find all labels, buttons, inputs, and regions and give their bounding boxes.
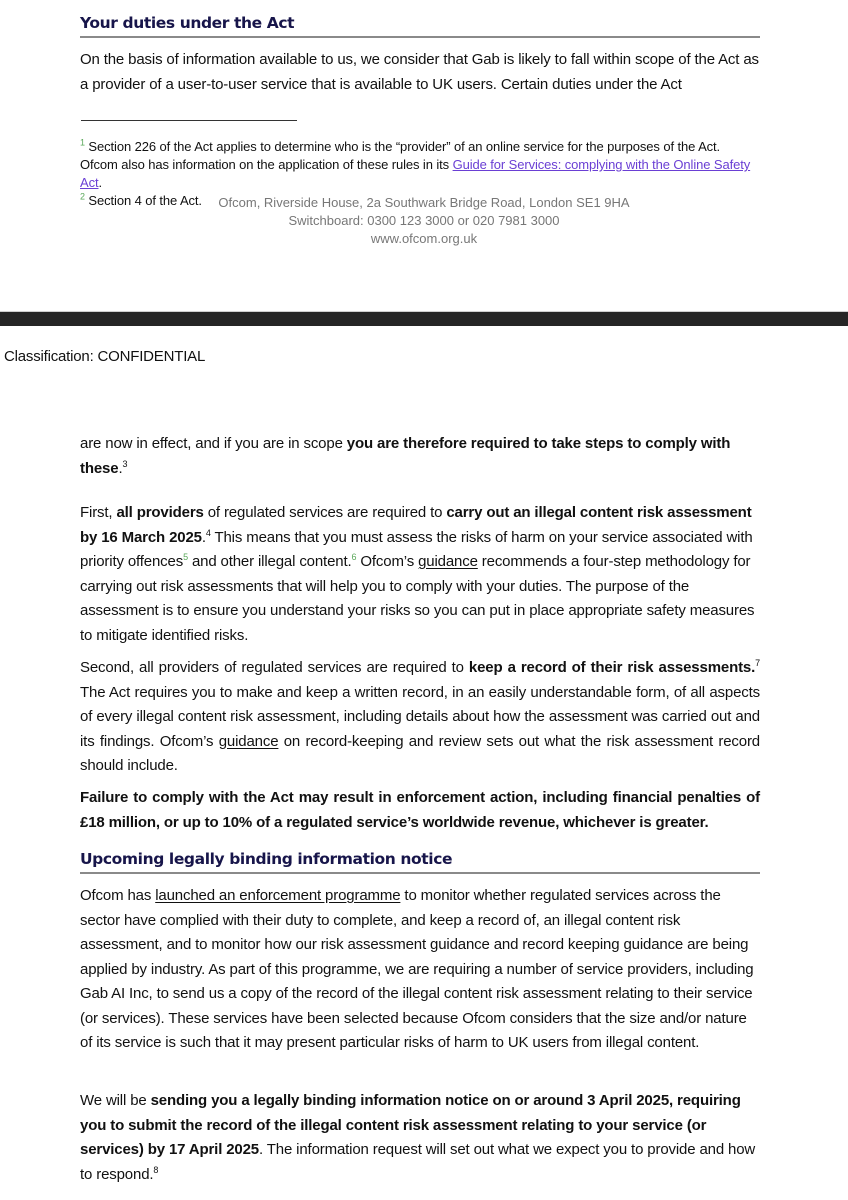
footnote-ref-8: 8 [153,1164,159,1175]
text: . The information request will set out what we expect you to provide and how to respond. [80,1141,756,1183]
section-heading-information-notice: Upcoming legally binding information notice [80,850,760,874]
section-heading-duties: Your duties under the Act [80,14,760,38]
footnote-separator [81,120,297,121]
text: Ofcom has [80,887,156,904]
bold-text: keep a record of their risk assessments. [468,659,756,676]
enforcement-programme-paragraph [80,884,760,1056]
bold-text: you are therefore required to take steps to comply with these [80,435,731,477]
footnote-ref-3: 3 [122,458,128,469]
footer-switchboard: Switchboard: 0300 123 3000 or 020 7981 3000 [288,213,560,228]
text: Second, all providers of regulated services are required to [80,659,469,676]
footnote-ref-6: 6 [351,552,357,562]
classification-label: Classification: CONFIDENTIAL [4,348,206,365]
text: First, [80,504,117,521]
continuation-paragraph [80,432,760,481]
footnote-1-text: Section 226 of the Act applies to determine who is the “provider” of an online service for the purposes of the Act. Ofcom also has information on the application of these rules in its [80,139,721,172]
text: We will be [80,1092,151,1109]
text: This means that you must assess the risks of harm on your service associated with priority offences [80,528,753,570]
footnote-ref-5: 5 [183,552,188,562]
first-duty-paragraph [80,501,760,648]
footnote-marker-2: 2 [80,191,85,202]
text: recommends a four-step methodology for carrying out risk assessments that will help you to comply with your duties. The purpose of the assessment is to ensure you understand your risks so you can put in place appropriate safety measures to mitigate identified risks. [80,553,755,644]
guide-for-services-link[interactable]: Guide for Services: complying with the Online Safety Act [80,157,751,190]
text: of regulated services are required to [203,504,447,521]
footnote-2-text: Section 4 of the Act. [84,193,202,208]
text: Ofcom’s [356,553,419,570]
text: are now in effect, and if you are in scope [80,435,347,452]
text: and other illegal content. [187,553,352,570]
enforcement-programme-link[interactable]: launched an enforcement programme [155,887,401,904]
text: to monitor whether regulated services across the sector have complied with their duty to complete, and keep a record of, an illegal content risk assessment, and to monitor how our risk assessment guidance and record keeping guidance are being applied by industry. As part of this programme, we are requiring a number of service providers, including Gab AI Inc, to send us a copy of the record of the illegal content risk assessment relating to their service (or services). These services have been selected because Ofcom considers that the size and/or nature of its service is such that it may present particular risks of harm to UK users from illegal content. [80,887,754,1051]
page-divider [0,311,848,326]
guidance-link[interactable]: guidance [418,553,478,570]
text: . [118,459,123,477]
footer-address: Ofcom, Riverside House, 2a Southwark Bridge Road, London SE1 9HA [218,195,630,210]
penalty-warning: Failure to comply with the Act may result in enforcement action, including financial penalties of £18 million, or up to 10% of a regulated service’s worldwide revenue, whichever is greater. [80,789,760,831]
footnote-marker-1: 1 [80,137,85,148]
page-1 [0,0,848,311]
record-keeping-guidance-link[interactable]: guidance [218,732,279,750]
information-notice-paragraph [80,1089,760,1187]
page-footer [0,191,848,248]
bold-text: all providers [116,504,204,521]
text: The Act requires you to make and keep a written record, in an easily understandable form, of all aspects of every illegal content risk assessment, including details about how the assessment was carried out and its findings. Ofcom’s [80,683,760,750]
footnote-ref-4: 4 [205,527,211,538]
footnote-1-end: . [98,175,102,190]
second-duty-paragraph [80,656,760,779]
bold-text: carry out an illegal content risk assessment by 16 March 2025 [80,504,752,546]
intro-paragraph: On the basis of information available to us, we consider that Gab is likely to fall within scope of the Act as a provider of a user-to-user service that is available to UK users. Certain duties under the Act [80,51,759,93]
footer-website: www.ofcom.org.uk [370,231,478,246]
text: on record-keeping and review sets out what the risk assessment record should include. [80,732,761,774]
bold-text: sending you a legally binding information notice on or around 3 April 2025, requiring you to submit the record of the illegal content risk assessment relating to your service (or services) by 17 April 2025 [80,1092,741,1158]
footnote-ref-7: 7 [755,658,760,668]
footnote-1 [80,138,760,192]
text: . [201,528,206,546]
